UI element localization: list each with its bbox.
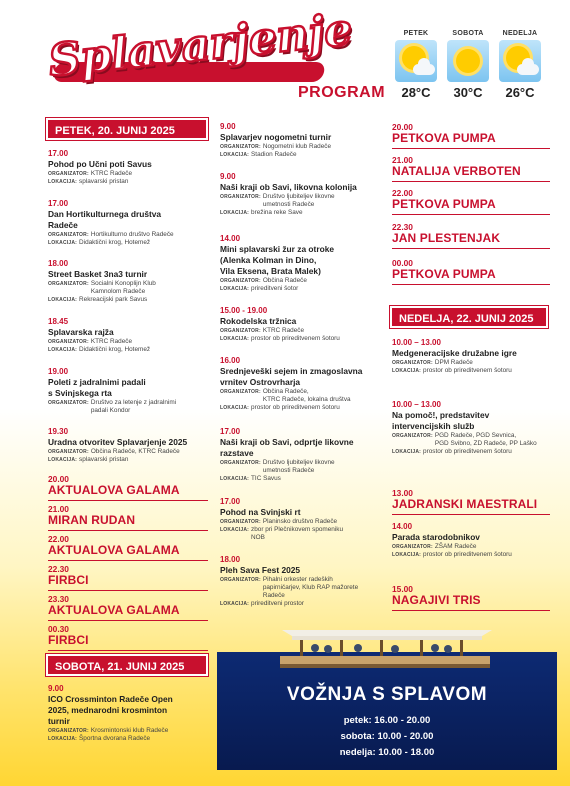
event-time: 17.00	[220, 497, 241, 506]
event-meta	[220, 576, 380, 608]
event-time: 19.30	[48, 427, 69, 436]
event-meta	[48, 727, 208, 743]
event-time: 14.00	[392, 522, 413, 531]
event-time: 18.45	[48, 317, 69, 326]
event-location-label: LOKACIJA:	[392, 449, 422, 455]
event-organizer	[392, 359, 550, 367]
performer-name: JADRANSKI MAESTRALI	[392, 497, 538, 511]
weather-friday	[393, 30, 439, 100]
event-organizer	[48, 338, 208, 346]
event-location	[392, 367, 550, 375]
event-location-label: LOKACIJA:	[48, 297, 78, 303]
event-location-label: LOKACIJA:	[220, 527, 250, 533]
divider	[392, 514, 550, 515]
divider	[392, 610, 550, 611]
event-organizer-label: ORGANIZATOR:	[392, 360, 433, 366]
event-title: Splavarjev nogometni turnir	[220, 132, 332, 142]
event-meta	[220, 388, 380, 412]
event-location	[220, 600, 380, 608]
event-title: Pohod po Učni poti Savus	[48, 159, 152, 169]
event-organizer-value: Občina Radeče	[262, 277, 307, 284]
raft-hours-sunday: nedelja: 10.00 - 18.00	[339, 747, 435, 758]
event-location-label: LOKACIJA:	[220, 405, 250, 411]
event-location-value: prostor ob prireditvenem šotoru	[251, 335, 340, 342]
event-organizer-value: umetnosti Radeče	[262, 467, 315, 474]
divider	[48, 500, 208, 501]
event-title: Pohod na Svinjski rt	[220, 507, 301, 517]
event-time: 15.00 - 19.00	[220, 306, 268, 315]
event-organizer	[220, 584, 380, 600]
event-location-label: LOKACIJA:	[48, 240, 78, 246]
event-location	[392, 448, 550, 456]
concert-item	[392, 188, 550, 211]
event-organizer-label: ORGANIZATOR:	[220, 194, 261, 200]
day-heading-saturday: SOBOTA, 21. JUNIJ 2025	[46, 654, 208, 676]
event-organizer-value: Društvo ljubiteljev likovne	[262, 193, 335, 200]
event-organizer-value: ZŠAM Radeče	[434, 543, 477, 550]
event-location-value: prostor ob prireditvenem šotoru	[423, 367, 512, 374]
event-organizer-value: Nogometni klub Radeče	[262, 143, 332, 150]
event-title: Parada starodobnikov	[392, 532, 480, 542]
weather-day: NEDELJA	[502, 30, 538, 37]
divider	[392, 148, 550, 149]
event-organizer	[48, 448, 208, 456]
event-location-value: prostor ob prireditvenem šotoru	[251, 404, 340, 411]
weather-temp: 26°C	[505, 85, 535, 100]
concert-item	[48, 474, 208, 497]
raft-title: VOŽNJA S SPLAVOM	[286, 684, 488, 705]
concert-item	[392, 122, 550, 145]
performer-name: PETKOVA PUMPA	[392, 267, 496, 281]
concert-item	[48, 594, 208, 617]
weather-sunday	[497, 30, 543, 100]
concert-item	[392, 258, 550, 281]
concert-time: 22.00	[48, 534, 69, 544]
event-organizer-label: ORGANIZATOR:	[220, 328, 261, 334]
event-title: Splavarska rajža	[48, 327, 114, 337]
event-location-value: prireditveni prostor	[251, 600, 304, 607]
performer-name: NATALIJA VERBOTEN	[392, 164, 521, 178]
event-organizer-value: papirničarjev, Klub RAP mažorete Radeče	[262, 584, 359, 599]
event-item	[220, 497, 380, 542]
event-meta	[220, 143, 380, 159]
event-location	[392, 551, 550, 559]
event-organizer-value: KTRC Radeče	[90, 338, 133, 345]
event-time: 10.00 – 13.00	[392, 338, 441, 347]
event-title: Uradna otvoritev Splavarjenje 2025	[48, 437, 188, 447]
event-organizer-label: ORGANIZATOR:	[48, 281, 89, 287]
event-meta	[220, 459, 380, 483]
event-title: Vila Eksena, Brata Malek)	[220, 266, 321, 276]
event-time: 10.00 – 13.00	[392, 400, 441, 409]
divider	[392, 214, 550, 215]
event-location	[220, 335, 380, 343]
event-title: Srednjeveški sejem in zmagoslavna	[220, 366, 363, 376]
divider	[48, 560, 208, 561]
event-organizer	[220, 277, 380, 285]
event-location	[48, 296, 208, 304]
performer-name: NAGAJIVI TRIS	[392, 593, 481, 607]
event-item	[220, 555, 380, 608]
event-location-label: LOKACIJA:	[220, 476, 250, 482]
event-organizer	[48, 170, 208, 178]
event-item	[48, 199, 208, 247]
event-organizer-value: Kamnolom Radeče	[90, 288, 146, 295]
divider	[48, 530, 208, 531]
event-organizer-value: PGD Radeče, PGD Sevnica,	[434, 432, 517, 439]
event-location-label: LOKACIJA:	[220, 336, 250, 342]
event-organizer	[220, 518, 380, 526]
event-title: turnir	[48, 716, 70, 726]
event-organizer-value: DPM Radeče	[434, 359, 473, 366]
event-location-value: zbor pri Plečnikovem spomeniku	[251, 526, 344, 533]
weather-saturday	[445, 30, 491, 100]
event-location-value: splavarski pristan	[79, 178, 129, 185]
event-location	[220, 404, 380, 412]
event-time: 18.00	[220, 555, 241, 564]
divider	[392, 181, 550, 182]
weather-day: PETEK	[403, 30, 429, 37]
divider	[392, 248, 550, 249]
event-organizer-label: ORGANIZATOR:	[48, 171, 89, 177]
event-meta	[48, 448, 208, 464]
event-title: vrnitev Ostrovrharja	[220, 377, 301, 387]
concert-item	[48, 624, 208, 647]
event-time: 17.00	[48, 199, 69, 208]
event-time: 17.00	[48, 149, 69, 158]
event-time: 17.00	[220, 427, 241, 436]
event-meta	[392, 543, 550, 559]
event-location-label: LOKACIJA:	[48, 347, 78, 353]
event-organizer	[220, 327, 380, 335]
event-organizer	[392, 440, 550, 448]
event-organizer-label: ORGANIZATOR:	[392, 544, 433, 550]
event-organizer-label: ORGANIZATOR:	[392, 433, 433, 439]
event-item	[48, 367, 208, 415]
event-title: Radeče	[48, 220, 78, 230]
event-item	[220, 427, 380, 483]
event-meta	[48, 338, 208, 354]
performer-name: PETKOVA PUMPA	[392, 131, 496, 145]
event-location-label: LOKACIJA:	[48, 179, 78, 185]
event-title: Naši kraji ob Savi, odprtje likovne	[220, 437, 354, 447]
program-subtitle: PROGRAM	[298, 84, 386, 101]
event-organizer-value: Društvo za letenje z jadralnimi	[90, 399, 177, 406]
event-organizer	[220, 201, 380, 209]
event-item	[220, 122, 380, 159]
concert-time: 00.30	[48, 624, 69, 634]
concert-time: 20.00	[392, 122, 413, 132]
event-title: Mini splavarski žur za otroke	[220, 244, 335, 254]
event-organizer	[392, 543, 550, 551]
event-title: (Alenka Kolman in Dino,	[220, 255, 317, 265]
event-location-label: LOKACIJA:	[48, 736, 78, 742]
event-organizer-value: Hortikulturno društvo Radeče	[90, 231, 174, 238]
event-organizer	[220, 396, 380, 404]
event-organizer-value: Krosmintonski klub Radeče	[90, 727, 169, 734]
event-organizer	[220, 576, 380, 584]
event-organizer-label: ORGANIZATOR:	[48, 232, 89, 238]
event-item	[220, 172, 380, 217]
event-item	[392, 338, 550, 375]
event-organizer-label: ORGANIZATOR:	[48, 728, 89, 734]
event-organizer-label: ORGANIZATOR:	[220, 460, 261, 466]
event-location-value: Didaktični krog, Hotemež	[79, 239, 151, 246]
event-organizer-label: ORGANIZATOR:	[48, 339, 89, 345]
event-time: 14.00	[220, 234, 241, 243]
event-organizer	[48, 727, 208, 735]
event-organizer	[220, 143, 380, 151]
event-title: Naši kraji ob Savi, likovna kolonija	[220, 182, 357, 192]
event-organizer-value: Občina Radeče,	[262, 388, 309, 395]
event-meta	[220, 193, 380, 217]
event-location-value: prireditveni šotor	[251, 285, 299, 292]
day-heading-sunday: NEDELJA, 22. JUNIJ 2025	[390, 306, 548, 328]
concert-time: 21.00	[48, 504, 69, 514]
raft-hours-saturday: sobota: 10.00 - 20.00	[340, 731, 434, 742]
event-organizer-label: ORGANIZATOR:	[220, 577, 261, 583]
divider	[48, 620, 208, 621]
event-item	[48, 684, 208, 743]
event-organizer-label: ORGANIZATOR:	[220, 144, 261, 150]
event-location	[220, 151, 380, 159]
event-location-label: LOKACIJA:	[220, 286, 250, 292]
event-location-label: LOKACIJA:	[220, 210, 250, 216]
event-meta	[48, 170, 208, 186]
sun-cloud-icon	[395, 40, 437, 82]
divider	[48, 650, 208, 651]
event-time: 16.00	[220, 356, 241, 365]
event-location	[220, 285, 380, 293]
event-organizer	[48, 280, 208, 288]
sun-icon	[447, 40, 489, 82]
performer-name: FIRBCI	[48, 573, 89, 587]
event-item	[48, 259, 208, 304]
event-location	[48, 178, 208, 186]
event-location-label: LOKACIJA:	[48, 457, 78, 463]
event-location-value: prostor ob prireditvenem šotoru	[423, 448, 512, 455]
performer-name: AKTUALOVA GALAMA	[48, 543, 180, 557]
event-time: 9.00	[48, 684, 64, 693]
event-location	[48, 239, 208, 247]
event-meta	[48, 231, 208, 247]
event-meta	[392, 432, 550, 456]
event-organizer-value: KTRC Radeče	[262, 327, 305, 334]
event-organizer-label: ORGANIZATOR:	[48, 449, 89, 455]
concert-item	[48, 564, 208, 587]
concert-time: 22.00	[392, 188, 413, 198]
event-location-value: prostor ob prireditvenem šotoru	[423, 551, 512, 558]
event-organizer-value: Pihalni orkester radeških	[262, 576, 333, 583]
raft-hours-friday: petek: 16.00 - 20.00	[343, 715, 431, 726]
event-organizer-value: Socialni Konoplijn Klub	[90, 280, 156, 287]
event-meta	[220, 518, 380, 542]
event-organizer	[220, 193, 380, 201]
event-time: 19.00	[48, 367, 69, 376]
concert-time: 22.30	[392, 222, 413, 232]
event-item	[48, 149, 208, 186]
event-organizer	[48, 288, 208, 296]
event-location-value: TIC Savus	[251, 475, 281, 482]
event-organizer-value: KTRC Radeče	[90, 170, 133, 177]
event-location-label: LOKACIJA:	[220, 601, 250, 607]
concert-time: 23.30	[48, 594, 69, 604]
event-location	[220, 209, 380, 217]
event-item	[48, 427, 208, 464]
event-organizer-value: Planinsko društvo Radeče	[262, 518, 338, 525]
event-title: intervencijskih služb	[392, 421, 475, 431]
event-title: Rokodelska tržnica	[220, 316, 297, 326]
concert-time: 00.00	[392, 258, 413, 268]
concert-item	[48, 504, 208, 527]
event-organizer-label: ORGANIZATOR:	[48, 400, 89, 406]
event-organizer	[48, 399, 208, 407]
event-item	[392, 522, 550, 559]
event-location	[48, 735, 208, 743]
event-title: 2025, mednarodni krosminton	[48, 705, 168, 715]
event-location-value: splavarski pristan	[79, 456, 129, 463]
event-organizer-value: Društvo ljubiteljev likovne	[262, 459, 335, 466]
event-organizer-value: Občina Radeče, KTRC Radeče	[90, 448, 180, 455]
performer-name: FIRBCI	[48, 633, 89, 647]
event-organizer-value: umetnosti Radeče	[262, 201, 315, 208]
event-organizer	[48, 407, 208, 415]
event-organizer	[392, 432, 550, 440]
performer-name: MIRAN RUDAN	[48, 513, 136, 527]
event-title: Street Basket 3na3 turnir	[48, 269, 148, 279]
concert-time: 20.00	[48, 474, 69, 484]
performer-name: AKTUALOVA GALAMA	[48, 483, 180, 497]
concert-item	[392, 222, 550, 245]
event-organizer	[48, 231, 208, 239]
event-organizer-value: PGD Svibno, ZD Radeče, PP Laško	[434, 440, 537, 447]
event-item	[220, 356, 380, 412]
weather-temp: 30°C	[453, 85, 483, 100]
raft-icon	[270, 622, 500, 672]
day-heading-friday: PETEK, 20. JUNIJ 2025	[46, 118, 208, 140]
event-title: Medgeneracijske družabne igre	[392, 348, 517, 358]
event-item	[392, 400, 550, 456]
event-organizer-label: ORGANIZATOR:	[220, 389, 261, 395]
event-meta	[392, 359, 550, 375]
event-meta	[48, 399, 208, 415]
event-item	[48, 317, 208, 354]
concert-time: 13.00	[392, 488, 413, 498]
event-location	[220, 526, 380, 534]
divider	[392, 284, 550, 285]
event-time: 9.00	[220, 122, 236, 131]
event-title: Pleh Sava Fest 2025	[220, 565, 301, 575]
concert-time: 21.00	[392, 155, 413, 165]
event-location	[220, 475, 380, 483]
event-time: 9.00	[220, 172, 236, 181]
performer-name: AKTUALOVA GALAMA	[48, 603, 180, 617]
concert-item	[392, 488, 550, 511]
event-meta	[48, 280, 208, 304]
divider	[48, 590, 208, 591]
event-location-value: Športna dvorana Radeče	[79, 735, 151, 742]
event-title: ICO Crossminton Radeče Open	[48, 694, 173, 704]
concert-time: 15.00	[392, 584, 413, 594]
event-location	[48, 456, 208, 464]
event-organizer-label: ORGANIZATOR:	[220, 278, 261, 284]
event-location-label: LOKACIJA:	[392, 552, 422, 558]
event-location-value: Rekreacijski park Savus	[79, 296, 148, 303]
event-meta	[220, 277, 380, 293]
event-organizer-label: ORGANIZATOR:	[220, 519, 261, 525]
performer-name: JAN PLESTENJAK	[392, 231, 501, 245]
event-title: Dan Hortikulturnega društva	[48, 209, 162, 219]
concert-item	[392, 155, 550, 178]
event-organizer	[220, 388, 380, 396]
performer-name: PETKOVA PUMPA	[392, 197, 496, 211]
event-title: Na pomoč!, predstavitev	[392, 410, 490, 420]
event-organizer	[220, 467, 380, 475]
festival-title: Splavarjenje	[46, 4, 355, 87]
event-location-label: LOKACIJA:	[392, 368, 422, 374]
event-location	[220, 534, 380, 542]
event-organizer-value: padali Kondor	[90, 407, 131, 414]
event-item	[220, 234, 380, 293]
event-organizer	[220, 459, 380, 467]
event-location-value: Stadion Radeče	[251, 151, 297, 158]
event-location	[48, 346, 208, 354]
event-location-value: Didaktični krog, Hotemež	[79, 346, 151, 353]
event-item	[220, 306, 380, 343]
concert-item	[392, 584, 550, 607]
weather-day: SOBOTA	[452, 30, 484, 37]
event-meta	[220, 327, 380, 343]
event-location-label: LOKACIJA:	[220, 152, 250, 158]
concert-item	[48, 534, 208, 557]
sun-cloud-icon	[499, 40, 541, 82]
concert-time: 22.30	[48, 564, 69, 574]
event-time: 18.00	[48, 259, 69, 268]
event-location-value: NOB	[251, 534, 265, 541]
event-title: Poleti z jadralnimi padali	[48, 377, 146, 387]
event-title: s Svinjskega rta	[48, 388, 112, 398]
event-organizer-value: KTRC Radeče, lokalna društva	[262, 396, 351, 403]
weather-temp: 28°C	[401, 85, 431, 100]
event-title: razstave	[220, 448, 254, 458]
event-location-value: brežina reke Save	[251, 209, 303, 216]
